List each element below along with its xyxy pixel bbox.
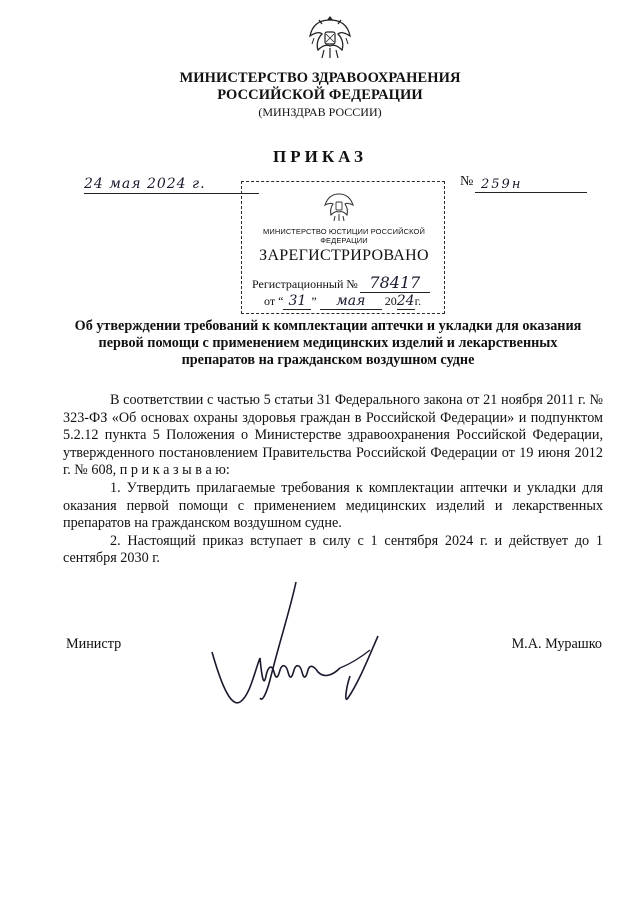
stamp-date-year-suffix: 24 <box>396 293 415 309</box>
ministry-name-line2: РОССИЙСКОЙ ФЕДЕРАЦИИ <box>217 87 423 103</box>
title-line: Об утверждении требований к комплектации аптечки и укладки для оказания <box>74 318 582 334</box>
document-title <box>58 318 598 369</box>
stamp-organization: МИНИСТЕРСТВО ЮСТИЦИИ РОССИЙСКОЙ ФЕДЕРАЦИИ <box>263 227 425 245</box>
stamp-registered-label: ЗАРЕГИСТРИРОВАНО <box>259 247 429 264</box>
body-paragraph-preamble: В соответствии с частью 5 статьи 31 Федерального закона от 21 ноября 2011 г. № 323-ФЗ «Об основах охраны здоровья граждан в Российской Федерации» и подпунктом 5.2.12 пункта 5 Положения о Министерстве здравоохранения Российской Федерации, утвержденного постановлением Правительства Российской Федерации от 19 июня 2012 г. № 608, п р и к а з ы в а ю: <box>63 392 603 479</box>
signatory-name: М.А. Мурашко <box>511 636 602 652</box>
title-line: препаратов на гражданском воздушном судне <box>181 352 475 368</box>
registration-stamp <box>241 181 445 314</box>
order-number-handwritten: 259н <box>475 176 587 193</box>
order-number-prefix: № <box>460 174 474 189</box>
order-date-handwritten: 24 мая 2024 г. <box>84 176 259 194</box>
stamp-date-month: мая <box>320 293 382 310</box>
stamp-emblem-icon <box>322 190 356 224</box>
stamp-date-day: 31 <box>283 293 311 310</box>
handwritten-signature <box>200 580 390 715</box>
signatory-title: Министр <box>66 636 122 652</box>
stamp-regno-label: Регистрационный № <box>252 277 358 291</box>
document-body <box>63 392 603 568</box>
body-paragraph-item-1: 1. Утвердить прилагаемые требования к комплектации аптечки и укладки для оказания первой помощи с применением медицинских изделий и лекарственных препаратов на гражданском воздушном судне. <box>63 479 603 532</box>
body-paragraph-item-2: 2. Настоящий приказ вступает в силу с 1 сентября 2024 г. и действует до 1 сентября 2030 г. <box>63 532 603 567</box>
stamp-date-suffix: г. <box>414 294 422 308</box>
title-line: первой помощи с применением медицинских изделий и лекарственных <box>98 335 558 351</box>
coat-of-arms-icon <box>306 10 354 66</box>
stamp-date-prefix: от <box>264 294 276 308</box>
stamp-registration-date: от “ 31 ” мая 2024г. <box>264 293 422 309</box>
document-type: ПРИКАЗ <box>273 147 367 166</box>
stamp-regno-value: 78417 <box>360 273 430 293</box>
ministry-short-name: (МИНЗДРАВ РОССИИ) <box>258 105 382 119</box>
stamp-registration-number <box>252 273 430 293</box>
stamp-date-year-prefix: 20 <box>384 294 397 308</box>
ministry-name-line1: МИНИСТЕРСТВО ЗДРАВООХРАНЕНИЯ <box>179 70 461 86</box>
